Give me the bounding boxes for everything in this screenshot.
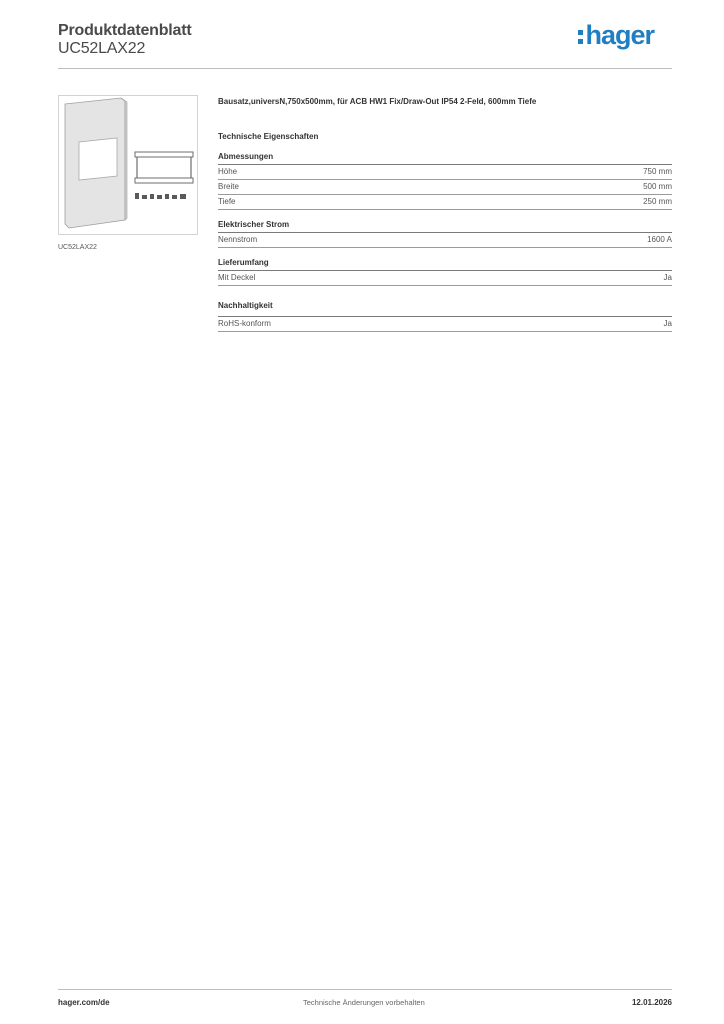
- spec-value: 1600 A: [647, 235, 672, 244]
- spec-label: Breite: [218, 182, 239, 191]
- spec-value: 750 mm: [643, 167, 672, 176]
- spec-label: Höhe: [218, 167, 238, 176]
- footer-date: 12.01.2026: [631, 998, 672, 1007]
- spec-row: [218, 195, 672, 210]
- spec-group-elektrischer-strom: [218, 219, 672, 248]
- group-title: Lieferumfang: [218, 257, 672, 271]
- spec-row: [218, 180, 672, 195]
- section-title: Technische Eigenschaften: [218, 132, 319, 141]
- spec-value: Ja: [663, 273, 672, 282]
- spec-label: Nennstrom: [218, 235, 258, 244]
- logo-text: hager: [585, 20, 654, 50]
- spec-label: Mit Deckel: [218, 273, 256, 282]
- spec-row: [218, 233, 672, 248]
- spec-row: [218, 165, 672, 180]
- logo-dots-icon: [578, 30, 583, 44]
- footer-divider: [58, 989, 672, 990]
- spec-group-lieferumfang: [218, 257, 672, 286]
- spec-row: [218, 317, 672, 332]
- image-caption: UC52LAX22: [58, 244, 97, 251]
- product-content: [218, 96, 672, 332]
- product-description: Bausatz,universN,750x500mm, für ACB HW1 Fix/Draw-Out IP54 2-Feld, 600mm Tiefe: [218, 97, 537, 106]
- hager-logo: [578, 20, 654, 50]
- footer-disclaimer: Technische Änderungen vorbehalten: [303, 998, 425, 1007]
- spec-row: [218, 271, 672, 286]
- product-code: UC52LAX22: [58, 40, 146, 57]
- document-title: Produktdatenblatt: [58, 22, 192, 39]
- footer-website: hager.com/de: [58, 998, 110, 1007]
- header-divider: [58, 68, 672, 69]
- group-title: Abmessungen: [218, 151, 672, 165]
- group-title: Elektrischer Strom: [218, 219, 672, 233]
- spec-label: Tiefe: [218, 197, 236, 206]
- spec-value: 500 mm: [643, 182, 672, 191]
- spec-value: 250 mm: [643, 197, 672, 206]
- spec-group-nachhaltigkeit: [218, 300, 672, 332]
- page-header: [58, 20, 672, 70]
- spec-label: RoHS-konform: [218, 319, 271, 328]
- product-illustration-icon: [59, 96, 197, 234]
- product-image: [58, 95, 198, 235]
- spec-group-abmessungen: [218, 151, 672, 210]
- group-title: Nachhaltigkeit: [218, 300, 672, 317]
- spec-value: Ja: [663, 319, 672, 328]
